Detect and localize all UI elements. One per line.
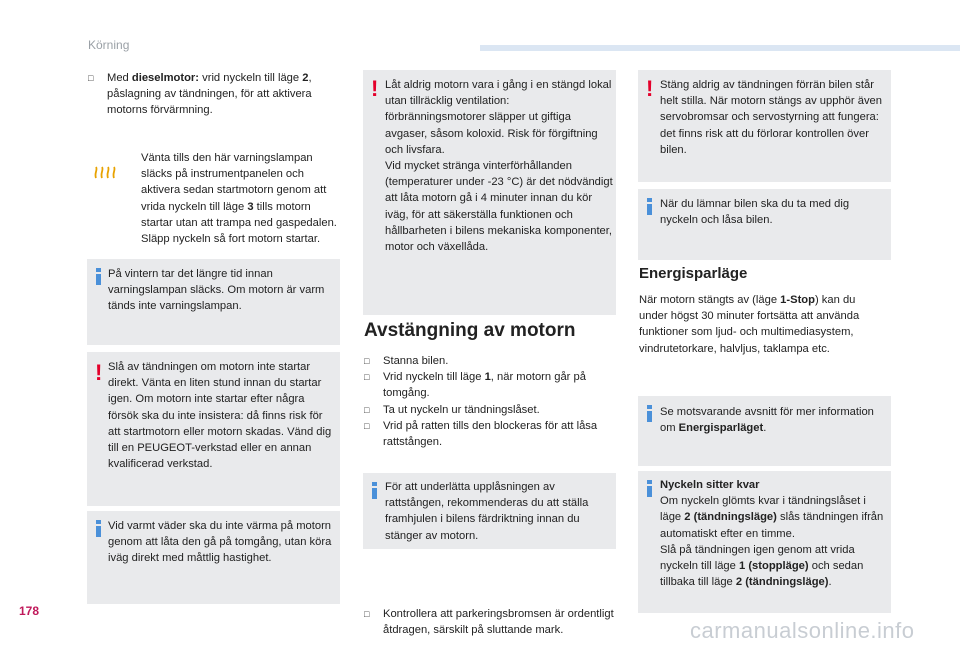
glow-plug-text bbox=[141, 150, 337, 247]
diesel-prefix: Med bbox=[107, 72, 132, 84]
info-box-winter bbox=[87, 259, 340, 345]
key-a: Om nyckeln glömts kvar i tändningslåset i läge bbox=[660, 495, 866, 524]
step-3-text: Ta ut nyckeln ur tändningslåset. bbox=[383, 403, 540, 416]
section-heading-shutdown: Avstängning av motorn bbox=[364, 320, 576, 341]
info-box-see bbox=[638, 396, 891, 466]
glow-text-num: 3 bbox=[247, 200, 254, 213]
info-box-lock bbox=[638, 189, 891, 260]
info-box-unlock bbox=[363, 473, 616, 549]
key-b1: 2 (tändningsläge) bbox=[684, 511, 777, 524]
key-text bbox=[660, 477, 888, 590]
key-title: Nyckeln sitter kvar bbox=[660, 479, 760, 491]
parking-note bbox=[364, 606, 623, 638]
key-b: slås tändningen ifrån automatiskt efter en timme. bbox=[660, 511, 884, 540]
info-see-a: Se motsvarande avsnitt för mer information om bbox=[660, 406, 874, 435]
energy-a: När motorn stängts av (läge bbox=[639, 294, 781, 306]
glow-text-b: tills motorn startar utan att trampa ned gaspedalen. Släpp nyckeln så fort motorn startar. bbox=[141, 200, 337, 246]
step-3 bbox=[364, 402, 614, 418]
key-d: och sedan tillbaka till läge bbox=[660, 560, 864, 589]
warning-box-idle bbox=[363, 70, 616, 315]
watermark: carmanualsonline.info bbox=[690, 618, 915, 643]
key-c: Slå på tändningen igen genom att vrida nyckeln till läge bbox=[660, 543, 855, 573]
warning-icon: ! bbox=[371, 76, 379, 101]
checkbox-bullet-icon: □ bbox=[364, 372, 370, 383]
info-icon bbox=[96, 268, 101, 285]
info-winter-text: På vintern tar det längre tid innan varningslampan släcks. Om motorn är varm tänds inte varningslampan. bbox=[108, 268, 325, 313]
step-2-b: , när motorn går på tomgång. bbox=[383, 371, 586, 400]
glow-plug-icon bbox=[93, 166, 119, 180]
step-2-a: Vrid nyckeln till läge bbox=[383, 371, 485, 384]
info-see-bold: Energisparläget bbox=[678, 422, 764, 435]
checkbox-bullet-icon: □ bbox=[364, 356, 370, 366]
warning-icon: ! bbox=[646, 76, 654, 101]
info-icon bbox=[647, 480, 652, 497]
step-1 bbox=[364, 353, 614, 369]
info-warm-text: Vid varmt väder ska du inte värma på motorn genom att låta den gå på tomgång, utan köra iväg direkt med måttlig hastighet. bbox=[108, 520, 332, 565]
warning-box-ignition bbox=[638, 70, 891, 182]
warn-start-text: Slå av tändningen om motorn inte startar direkt. Vänta en liten stund innan du startar igen. Om motorn inte startar efter några försök ska du inte insistera: då finns risk för att startmotorn eller motorn skadas. Vänd dig till en PEUGEOT-verkstad eller en annan kvalificerad verkstad. bbox=[108, 361, 332, 471]
warning-icon: ! bbox=[95, 360, 103, 385]
info-icon bbox=[647, 198, 652, 215]
diesel-bold: dieselmotor: bbox=[131, 72, 200, 84]
step-1-text: Stanna bilen. bbox=[383, 355, 449, 367]
header-bar bbox=[480, 45, 960, 51]
energy-bold: 1-Stop bbox=[780, 294, 815, 306]
glow-text-a: Vänta tills den här varningslampan släcks på instrumentpanelen och aktivera sedan startmotorn genom att vrida nyckeln till läge bbox=[141, 152, 327, 213]
energy-b: ) kan du under högst 30 minuter fortsätta att använda funktioner som ljud- och multimediasystem, vindrutetorkare, halvljus, taklampa etc. bbox=[639, 294, 860, 355]
diesel-rest: , påslagning av tändningen, för att aktivera motorns förvärmning. bbox=[107, 72, 312, 117]
checkbox-bullet-icon: □ bbox=[88, 73, 94, 83]
section-label: Körning bbox=[88, 38, 130, 52]
diesel-instruction bbox=[88, 70, 347, 119]
info-box-key bbox=[638, 471, 891, 613]
parking-text: Kontrollera att parkeringsbromsen är ordentligt åtdragen, särskilt på sluttande mark. bbox=[383, 607, 614, 636]
info-box-warm bbox=[87, 511, 340, 604]
info-icon bbox=[647, 405, 652, 422]
checkbox-bullet-icon: □ bbox=[364, 404, 370, 415]
step-4 bbox=[364, 418, 614, 450]
info-see-b: . bbox=[763, 422, 767, 435]
info-icon bbox=[372, 482, 377, 499]
step-2-num: 1 bbox=[484, 371, 491, 384]
checkbox-bullet-icon: □ bbox=[364, 608, 370, 619]
shutdown-steps bbox=[364, 353, 614, 450]
energy-text bbox=[639, 292, 887, 357]
info-icon bbox=[96, 520, 101, 537]
info-unlock-text: För att underlätta upplåsningen av rattstången, rekommenderas du att ställa framhjulen i bilens färdriktning innan du stänger av motorn. bbox=[385, 481, 589, 542]
diesel-mid: vrid nyckeln till läge bbox=[199, 72, 303, 84]
step-2 bbox=[364, 369, 614, 401]
step-4-text: Vrid på ratten tills den blockeras för att låsa rattstången. bbox=[383, 419, 598, 449]
checkbox-bullet-icon: □ bbox=[364, 420, 370, 431]
info-lock-text: När du lämnar bilen ska du ta med dig nyckeln och låsa bilen. bbox=[660, 198, 850, 227]
key-b3: 2 (tändningsläge) bbox=[735, 576, 829, 589]
key-e: . bbox=[828, 576, 832, 589]
warning-box-start bbox=[87, 352, 340, 506]
warn-ignition-text: Stäng aldrig av tändningen förrän bilen står helt stilla. När motorn stängs av upphör även servobromsar och servostyrning att fungera: det finns risk att du förlorar kontrollen över bilen. bbox=[660, 79, 883, 156]
info-see-text bbox=[660, 404, 888, 436]
diesel-num: 2 bbox=[302, 72, 309, 84]
page-number: 178 bbox=[19, 604, 40, 618]
section-heading-energy: Energisparläge bbox=[639, 265, 748, 282]
warn-idle-text: Låt aldrig motorn vara i gång i en stängd lokal utan tillräcklig ventilation: förbränningsmotorer släpper ut giftiga avgaser, såsom koloxid. Risk för förgiftning och livsfara. Vid mycket stränga vinterförhållanden (temperaturer under -23 °C) är det nödvändigt att låta motorn gå i 4 minuter innan du kör iväg, för att säkerställa funktionen och hållbarheten i bilens mekaniska komponenter, motor och växellåda. bbox=[385, 79, 613, 254]
key-b2: 1 (stoppläge) bbox=[738, 560, 809, 573]
